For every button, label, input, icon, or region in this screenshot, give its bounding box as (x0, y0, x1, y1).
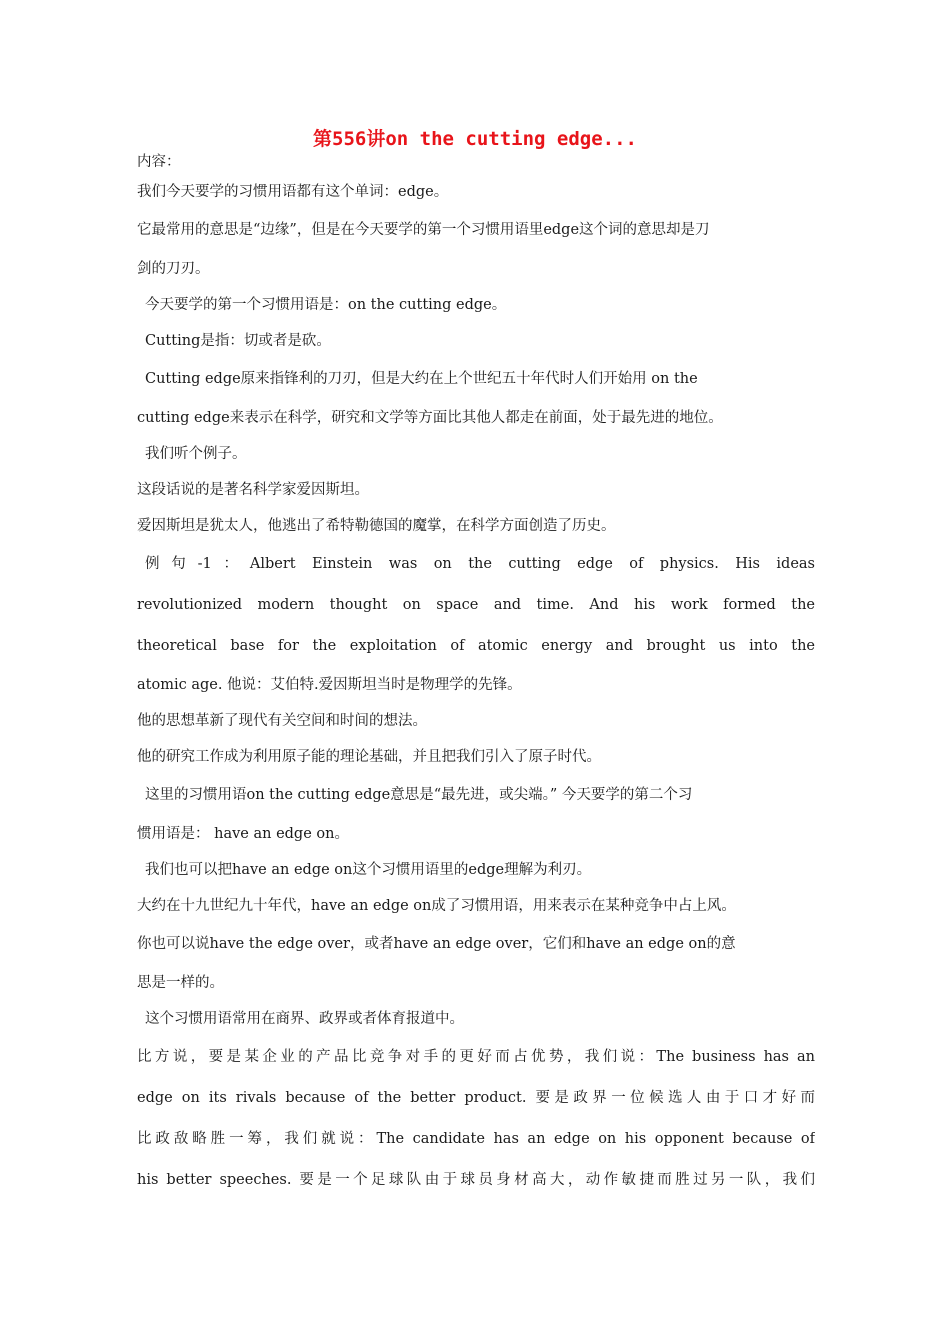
paragraph-line: 思是一样的。 (137, 975, 224, 991)
paragraph-line: 它最常用的意思是“边缘”，但是在今天要学的第一个习惯用语里edge这个词的意思却是刀 (137, 222, 710, 238)
paragraph-line: 我们今天要学的习惯用语都有这个单词：edge。 (137, 184, 449, 200)
paragraph-line: theoretical base for the exploitation of atomic energy and brought us into the (137, 638, 815, 654)
paragraph-line: 我们也可以把have an edge on这个习惯用语里的edge理解为利刃。 (145, 862, 592, 878)
paragraph-line: his better speeches. 要是一个足球队由于球员身材高大，动作敏捷而胜过另一队，我们 (137, 1172, 815, 1188)
paragraph-line: 比方说，要是某企业的产品比竞争对手的更好而占优势，我们说：The business has an (137, 1049, 815, 1065)
paragraph-line: 今天要学的第一个习惯用语是：on the cutting edge。 (145, 297, 507, 313)
paragraph-line: 这段话说的是著名科学家爱因斯坦。 (137, 482, 369, 498)
paragraph-line: cutting edge来表示在科学，研究和文学等方面比其他人都走在前面，处于最先进的地位。 (137, 410, 723, 426)
paragraph-line: 这个习惯用语常用在商界、政界或者体育报道中。 (145, 1011, 464, 1027)
document-title: 第556讲on the cutting edge... (313, 128, 637, 150)
paragraph-line: revolutionized modern thought on space and time. And his work formed the (137, 597, 815, 613)
paragraph-line: 惯用语是： have an edge on。 (137, 826, 349, 842)
paragraph-line: 大约在十九世纪九十年代，have an edge on成了习惯用语，用来表示在某种竞争中占上风。 (137, 898, 736, 914)
paragraph-line: 爱因斯坦是犹太人，他逃出了希特勒德国的魔掌，在科学方面创造了历史。 (137, 518, 616, 534)
paragraph-line: Cutting edge原来指锋利的刀刃，但是大约在上个世纪五十年代时人们开始用 on the (145, 371, 698, 387)
paragraph-line: 这里的习惯用语on the cutting edge意思是“最先进，或尖端。” 今天要学的第二个习 (145, 787, 693, 803)
paragraph-line: 剑的刀刃。 (137, 261, 210, 277)
document-body (137, 150, 815, 1201)
paragraph-line: 他的思想革新了现代有关空间和时间的想法。 (137, 713, 427, 729)
paragraph-line: 我们听个例子。 (145, 446, 247, 462)
paragraph-line: 你也可以说have the edge over，或者have an edge over，它们和have an edge on的意 (137, 936, 736, 952)
paragraph-line: atomic age. 他说：艾伯特.爱因斯坦当时是物理学的先锋。 (137, 677, 522, 693)
paragraph-line: 例句-1：Albert Einstein was on the cutting edge of physics. His ideas (145, 556, 815, 572)
paragraph-line: 内容： (137, 154, 181, 170)
paragraph-line: 他的研究工作成为利用原子能的理论基础，并且把我们引入了原子时代。 (137, 749, 601, 765)
paragraph-line: edge on its rivals because of the better product. 要是政界一位候选人由于口才好而 (137, 1090, 815, 1106)
paragraph-line: Cutting是指：切或者是砍。 (145, 333, 331, 349)
paragraph-line: 比政敌略胜一筹，我们就说：The candidate has an edge on his opponent because of (137, 1131, 815, 1147)
